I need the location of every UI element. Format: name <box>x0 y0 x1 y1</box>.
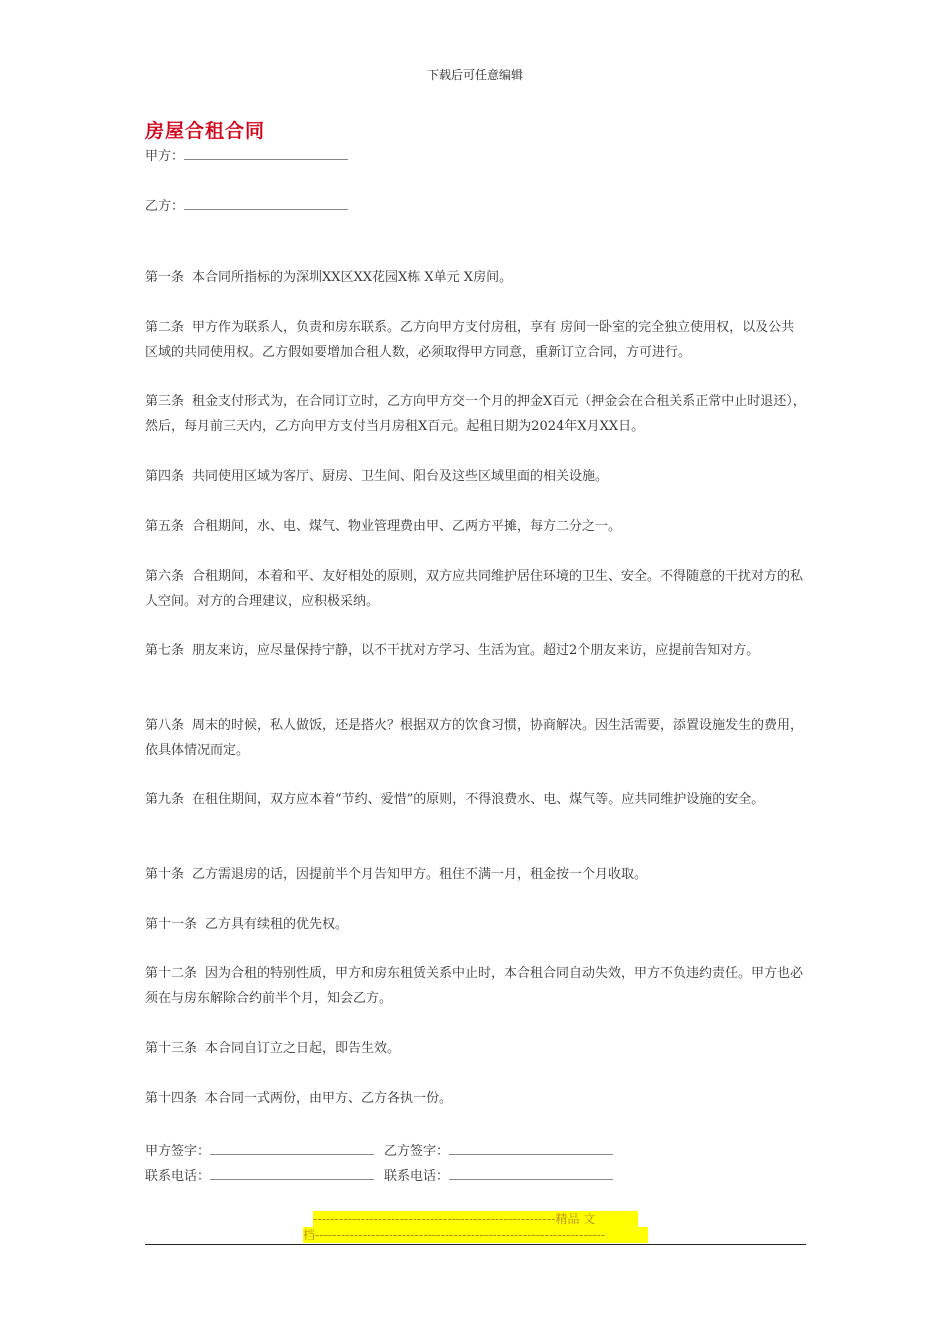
party-a-line <box>145 145 348 164</box>
clause-text: 朋友来访，应尽量保持宁静，以不干扰对方学习、生活为宜。超过2个朋友来访，应提前告知对方。 <box>192 643 760 658</box>
party-b-phone-label: 联系电话： <box>384 1169 450 1184</box>
clause-number: 第二条 <box>145 320 185 335</box>
party-a-sign-label: 甲方签字： <box>145 1144 211 1159</box>
clause-text: 甲方作为联系人，负责和房东联系。乙方向甲方支付房租，享有 房间一卧室的完全独立使用权，以及公共区域的共同使用权。乙方假如要增加合租人数，必须取得甲方同意，重新订立合同，方可进行。 <box>145 320 795 360</box>
clause-text: 乙方具有续租的优先权。 <box>205 917 349 932</box>
clause-text: 在租住期间，双方应本着“节约、爱惜”的原则，不得浪费水、电、煤气等。应共同维护设施的安全。 <box>192 792 765 807</box>
clause-13 <box>145 1036 807 1061</box>
party-b-phone-blank <box>449 1167 613 1180</box>
clause-5 <box>145 514 807 539</box>
clause-number: 第九条 <box>145 792 185 807</box>
clause-14 <box>145 1086 807 1111</box>
clause-2 <box>145 315 807 365</box>
clause-text: 租金支付形式为，在合同订立时，乙方向甲方交一个月的押金X百元（押金会在合租关系正常中止时退还），然后，每月前三天内，乙方向甲方支付当月房租X百元。起租日期为2024年X月XX日。 <box>145 394 806 434</box>
party-b-blank <box>184 197 348 210</box>
clause-1 <box>145 265 807 290</box>
clause-11 <box>145 912 807 937</box>
clause-number: 第八条 <box>145 718 185 733</box>
clause-number: 第十条 <box>145 867 185 882</box>
header-note: 下载后可任意编辑 <box>426 68 523 82</box>
clause-8 <box>145 713 807 763</box>
clause-6 <box>145 564 807 614</box>
clause-number: 第六条 <box>145 569 185 584</box>
clause-text: 合租期间，水、电、煤气、物业管理费由甲、乙两方平摊，每方二分之一。 <box>192 519 622 534</box>
clause-text: 共同使用区域为客厅、厨房、卫生间、阳台及这些区域里面的相关设施。 <box>192 469 609 484</box>
clause-number: 第十二条 <box>145 966 198 981</box>
document-title: 房屋合租合同 <box>145 120 266 142</box>
signature-row <box>145 1140 623 1159</box>
party-b-sign-blank <box>449 1142 613 1155</box>
clause-number: 第十四条 <box>145 1091 198 1106</box>
clause-4 <box>145 464 807 489</box>
clause-text: 本合同一式两份，由甲方、乙方各执一份。 <box>205 1091 453 1106</box>
clause-text: 合租期间，本着和平、友好相处的原则，双方应共同维护居住环境的卫生、安全。不得随意的干扰对方的私人空间。对方的合理建议，应积极采纳。 <box>145 569 804 609</box>
clause-number: 第七条 <box>145 643 185 658</box>
footer-watermark <box>303 1211 648 1243</box>
clause-number: 第三条 <box>145 394 185 409</box>
party-a-phone-blank <box>210 1167 374 1180</box>
clause-text: 本合同自订立之日起，即告生效。 <box>205 1041 401 1056</box>
clause-7 <box>145 638 807 663</box>
clause-9 <box>145 787 807 812</box>
party-b-sign-label: 乙方签字： <box>384 1144 450 1159</box>
clause-10 <box>145 862 807 887</box>
party-b-line <box>145 195 348 214</box>
clause-text: 乙方需退房的话，因提前半个月告知甲方。租住不满一月，租金按一个月收取。 <box>192 867 648 882</box>
party-a-label: 甲方： <box>145 149 185 164</box>
party-a-sign-blank <box>210 1142 374 1155</box>
clause-number: 第十一条 <box>145 917 198 932</box>
clause-number: 第十三条 <box>145 1041 198 1056</box>
phone-row <box>145 1165 623 1184</box>
footer-line-1: --------------------------------------------------------精品 文 <box>313 1211 638 1227</box>
clause-3 <box>145 389 807 439</box>
party-a-blank <box>184 147 348 160</box>
clause-number: 第四条 <box>145 469 185 484</box>
clause-text: 因为合租的特别性质，甲方和房东租赁关系中止时，本合租合同自动失效，甲方不负违约责任。甲方也必须在与房东解除合约前半个月，知会乙方。 <box>145 966 804 1006</box>
clause-text: 周末的时候，私人做饭，还是搭火？根据双方的饮食习惯，协商解决。因生活需要，添置设施发生的费用，依具体情况而定。 <box>145 718 804 758</box>
clause-12 <box>145 961 807 1011</box>
clause-number: 第五条 <box>145 519 185 534</box>
footer-divider <box>145 1244 806 1245</box>
clause-text: 本合同所指标的为深圳XX区XX花园X栋 X单元 X房间。 <box>192 270 513 285</box>
party-b-label: 乙方： <box>145 199 185 214</box>
party-a-phone-label: 联系电话： <box>145 1169 211 1184</box>
footer-line-2: 档------------------------------------------------------------------- <box>303 1227 648 1243</box>
clause-number: 第一条 <box>145 270 185 285</box>
